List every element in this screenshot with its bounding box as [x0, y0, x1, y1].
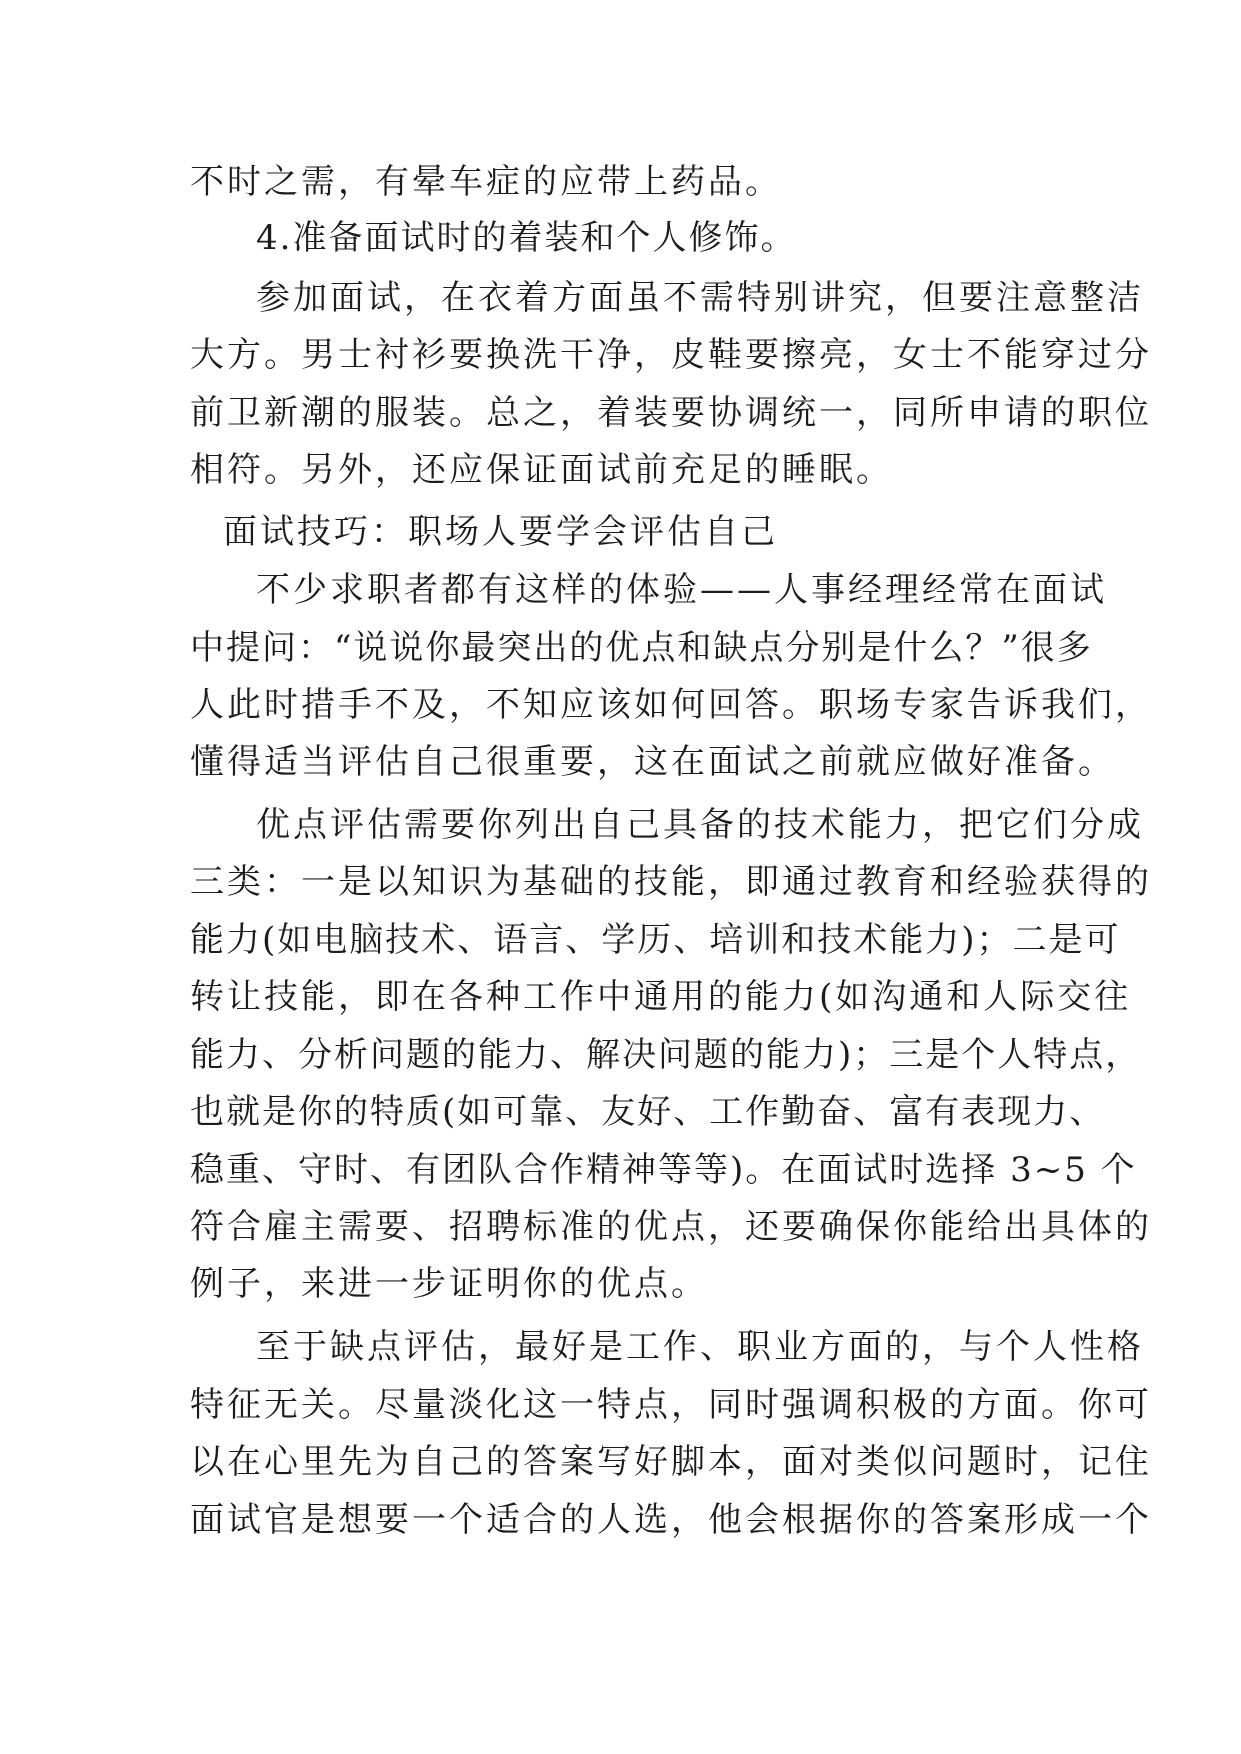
text-line: 三类：一是以知识为基础的技能，即通过教育和经验获得的: [190, 862, 1152, 902]
text-line: 前卫新潮的服装。总之，着装要协调统一，同所申请的职位: [190, 393, 1152, 433]
text-line: 特征无关。尽量淡化这一特点，同时强调积极的方面。你可: [190, 1385, 1152, 1425]
text-line: 也就是你的特质(如可靠、友好、工作勤奋、富有表现力、: [190, 1092, 1106, 1132]
text-line: 中提问：“说说你最突出的优点和缺点分别是什么？”很多: [190, 628, 1093, 668]
text-line: 稳重、守时、有团队合作精神等等)。在面试时选择 3~5 个: [190, 1150, 1137, 1190]
text-line: 以在心里先为自己的答案写好脚本，面对类似问题时，记住: [190, 1442, 1152, 1482]
text-line: 面试官是想要一个适合的人选，他会根据你的答案形成一个: [190, 1500, 1152, 1540]
text-line: 转让技能，即在各种工作中通用的能力(如沟通和人际交往: [190, 977, 1132, 1017]
text-line: 例子，来进一步证明你的优点。: [190, 1264, 708, 1304]
section-heading: 面试技巧：职场人要学会评估自己: [223, 512, 778, 552]
text-line: 能力、分析问题的能力、解决问题的能力)；三是个人特点，: [190, 1035, 1142, 1075]
text-line: 优点评估需要你列出自己具备的技术能力，把它们分成: [256, 805, 1144, 845]
text-line: 人此时措手不及，不知应该如何回答。职场专家告诉我们，: [190, 685, 1152, 725]
text-line: 不时之需，有晕车症的应带上药品。: [190, 162, 782, 202]
text-line: 懂得适当评估自己很重要，这在面试之前就应做好准备。: [190, 742, 1115, 782]
text-line: 参加面试，在衣着方面虽不需特别讲究，但要注意整洁: [256, 278, 1144, 318]
text-line: 不少求职者都有这样的体验——人事经理经常在面试: [256, 570, 1107, 610]
text-line: 能力(如电脑技术、语言、学历、培训和技术能力)；二是可: [190, 920, 1121, 960]
text-line: 大方。男士衬衫要换洗干净，皮鞋要擦亮，女士不能穿过分: [190, 335, 1152, 375]
list-heading: 4.准备面试时的着装和个人修饰。: [256, 218, 797, 258]
text-line: 相符。另外，还应保证面试前充足的睡眠。: [190, 450, 893, 490]
text-line: 符合雇主需要、招聘标准的优点，还要确保你能给出具体的: [190, 1207, 1152, 1247]
text-line: 至于缺点评估，最好是工作、职业方面的，与个人性格: [256, 1327, 1144, 1367]
